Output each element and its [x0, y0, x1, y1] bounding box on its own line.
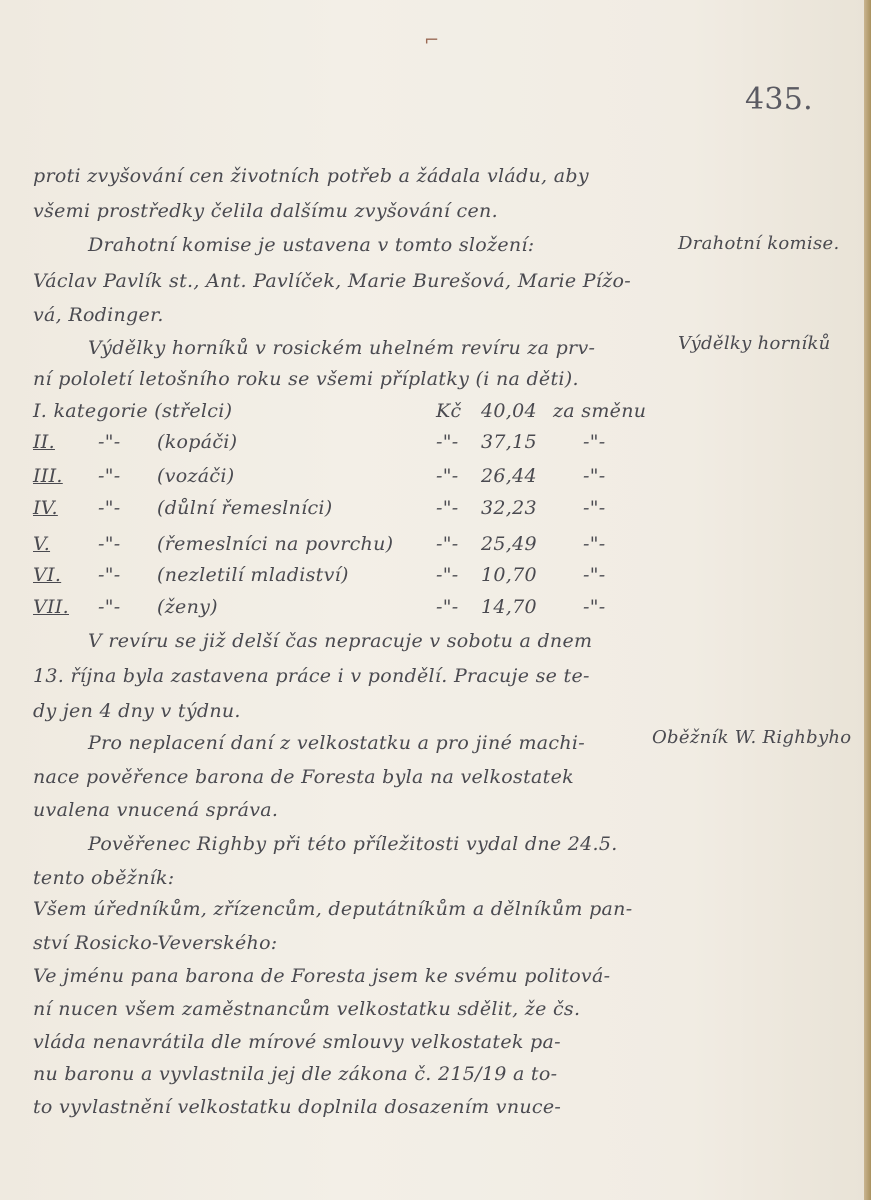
- ditto-mark: -"-: [436, 564, 459, 586]
- ditto-mark: -"-: [583, 497, 606, 519]
- ditto-mark: -"-: [98, 564, 121, 586]
- roman-numeral: IV.: [33, 497, 58, 519]
- ditto-mark: -"-: [436, 533, 459, 555]
- text-line: Pověřenec Righby při této příležitosti vydal dne 24.5.: [88, 833, 618, 855]
- text-line: nu baronu a vyvlastnila jej dle zákona č. 215/19 a to-: [33, 1063, 558, 1085]
- margin-note: Oběžník W. Righbyho: [652, 727, 852, 748]
- roman-numeral: III.: [33, 465, 63, 487]
- text-line: Ve jménu pana barona de Foresta jsem ke svému politová-: [33, 965, 611, 987]
- text-line: ství Rosicko-Veverského:: [33, 932, 278, 954]
- text-line: Pro neplacení daní z velkostatku a pro jiné machi-: [88, 732, 585, 754]
- table-row: [0, 465, 680, 491]
- ditto-mark: -"-: [98, 431, 121, 453]
- earnings-value: 10,70: [481, 564, 537, 586]
- roman-numeral: VII.: [33, 596, 69, 618]
- earnings-value: 32,23: [481, 497, 537, 519]
- book-binding-edge: [864, 0, 871, 1200]
- earnings-value: 25,49: [481, 533, 537, 555]
- earnings-value: 37,15: [481, 431, 537, 453]
- ditto-mark: -"-: [583, 564, 606, 586]
- text-line: ní pololetí letošního roku se všemi příplatky (i na děti).: [33, 368, 579, 390]
- text-line: Drahotní komise je ustavena v tomto složení:: [88, 234, 535, 256]
- roman-numeral: V.: [33, 533, 51, 555]
- category-name: (kopáči): [157, 431, 238, 453]
- text-line: to vyvlastnění velkostatku doplnila dosazením vnuce-: [33, 1096, 562, 1118]
- roman-numeral: VI.: [33, 564, 62, 586]
- text-line: vá, Rodinger.: [33, 304, 164, 326]
- text-line: všemi prostředky čelila dalšímu zvyšování cen.: [33, 200, 498, 222]
- ditto-mark: -"-: [436, 431, 459, 453]
- ditto-mark: -"-: [583, 596, 606, 618]
- table-unit: za směnu: [553, 400, 647, 422]
- table-header-value: 40,04: [481, 400, 537, 422]
- category-name: (řemeslníci na povrchu): [157, 533, 394, 555]
- text-line: nace pověřence barona de Foresta byla na velkostatek: [33, 766, 574, 788]
- table-row: [0, 596, 680, 622]
- table-header-label: I. kategorie (střelci): [33, 400, 233, 422]
- ditto-mark: -"-: [436, 497, 459, 519]
- text-line: uvalena vnucená správa.: [33, 799, 279, 821]
- text-line: V revíru se již delší čas nepracuje v sobotu a dnem: [88, 630, 593, 652]
- text-line: Výdělky horníků v rosickém uhelném revíru za prv-: [88, 337, 596, 359]
- text-line: Všem úředníkům, zřízencům, deputátníkům a dělníkům pan-: [33, 898, 633, 920]
- ditto-mark: -"-: [98, 596, 121, 618]
- ditto-mark: -"-: [436, 596, 459, 618]
- margin-note: Drahotní komise.: [678, 233, 840, 254]
- text-line: Václav Pavlík st., Ant. Pavlíček, Marie Burešová, Marie Pížo-: [33, 270, 631, 292]
- ditto-mark: -"-: [98, 533, 121, 555]
- earnings-value: 26,44: [481, 465, 537, 487]
- ditto-mark: -"-: [98, 465, 121, 487]
- top-mark: ⌐: [424, 30, 440, 51]
- table-header-row: [0, 400, 680, 426]
- ditto-mark: -"-: [98, 497, 121, 519]
- earnings-value: 14,70: [481, 596, 537, 618]
- ditto-mark: -"-: [583, 431, 606, 453]
- text-line: 13. října byla zastavena práce i v pondělí. Pracuje se te-: [33, 665, 590, 687]
- table-row: [0, 497, 680, 523]
- table-row: [0, 431, 680, 457]
- margin-note: Výdělky horníků: [678, 333, 831, 354]
- table-row: [0, 564, 680, 590]
- text-line: tento oběžník:: [33, 867, 175, 889]
- page-number: 435.: [745, 82, 813, 117]
- category-name: (vozáči): [157, 465, 235, 487]
- table-row: [0, 533, 680, 559]
- category-name: (nezletilí mladiství): [157, 564, 349, 586]
- roman-numeral: II.: [33, 431, 55, 453]
- category-name: (ženy): [157, 596, 218, 618]
- text-line: dy jen 4 dny v týdnu.: [33, 700, 241, 722]
- ditto-mark: -"-: [583, 465, 606, 487]
- category-name: (důlní řemeslníci): [157, 497, 333, 519]
- ditto-mark: -"-: [583, 533, 606, 555]
- table-currency: Kč: [436, 400, 462, 422]
- text-line: proti zvyšování cen životních potřeb a žádala vládu, aby: [33, 165, 589, 187]
- text-line: vláda nenavrátila dle mírové smlouvy velkostatek pa-: [33, 1031, 561, 1053]
- text-line: ní nucen všem zaměstnancům velkostatku sdělit, že čs.: [33, 998, 581, 1020]
- ditto-mark: -"-: [436, 465, 459, 487]
